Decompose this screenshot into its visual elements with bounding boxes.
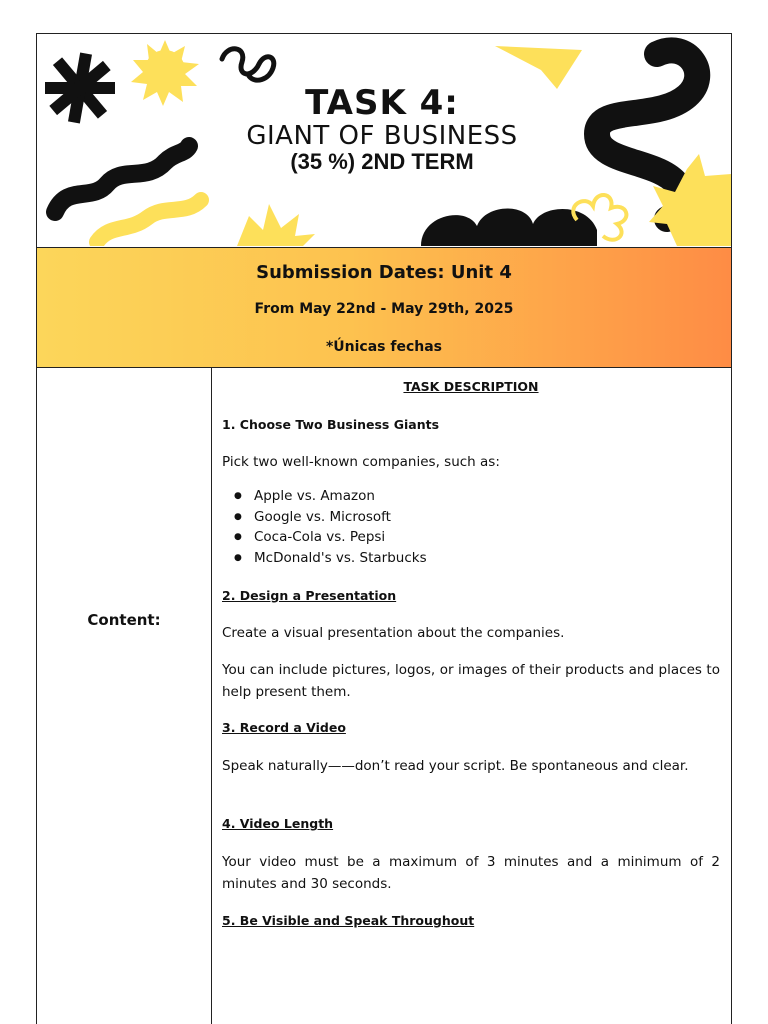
step1-intro: Pick two well-known companies, such as: [222,454,500,470]
yellow-star-shape [237,204,315,246]
sunburst-shape [131,40,199,106]
company-examples-list [222,486,427,568]
step2-text-2: You can include pictures, logos, or images of their products and places to help present them. [222,662,720,700]
task-term: (35 %) 2ND TERM [290,149,474,174]
step1-heading: 1. Choose Two Business Giants [222,417,440,432]
list-item: ● Google vs. Microsoft [254,507,427,528]
yellow-triangle-shape [495,46,582,89]
list-item: ● McDonald's vs. Starbucks [254,548,427,569]
submission-dates-band [37,247,731,368]
task-title: TASK 4: [305,83,459,123]
content-label: Content: [87,611,161,629]
header-banner [37,34,731,246]
step5-heading: 5. Be Visible and Speak Throughout [222,913,475,928]
step4-text: Your video must be a maximum of 3 minutes and a minimum of 2 minutes and 30 seconds. [222,854,720,892]
step4-heading: 4. Video Length [222,816,334,831]
step2-heading: 2. Design a Presentation [222,588,397,603]
list-item: ● Apple vs. Amazon [254,486,427,507]
list-item: ● Coca-Cola vs. Pepsi [254,527,427,548]
yellow-wave-shape [97,200,201,242]
banner-title-block [217,84,547,174]
step2-text-1: Create a visual presentation about the companies. [222,625,565,641]
step3-heading: 3. Record a Video [222,720,346,735]
squiggle-shape [222,49,274,80]
asterisk-shape [45,52,115,123]
submission-range: From May 22nd - May 29th, 2025 [254,301,514,317]
bumps-shape [421,208,597,246]
wave-shape [55,146,189,212]
task-subtitle: GIANT OF BUSINESS [246,121,518,151]
task-description-title: TASK DESCRIPTION [403,379,539,394]
document-page [36,33,732,1024]
step3-text: Speak naturally——don’t read your script. Be spontaneous and clear. [222,758,689,774]
submission-note: *Únicas fechas [325,339,443,355]
content-label-cell [37,368,212,1024]
submission-heading: Submission Dates: Unit 4 [256,262,512,283]
